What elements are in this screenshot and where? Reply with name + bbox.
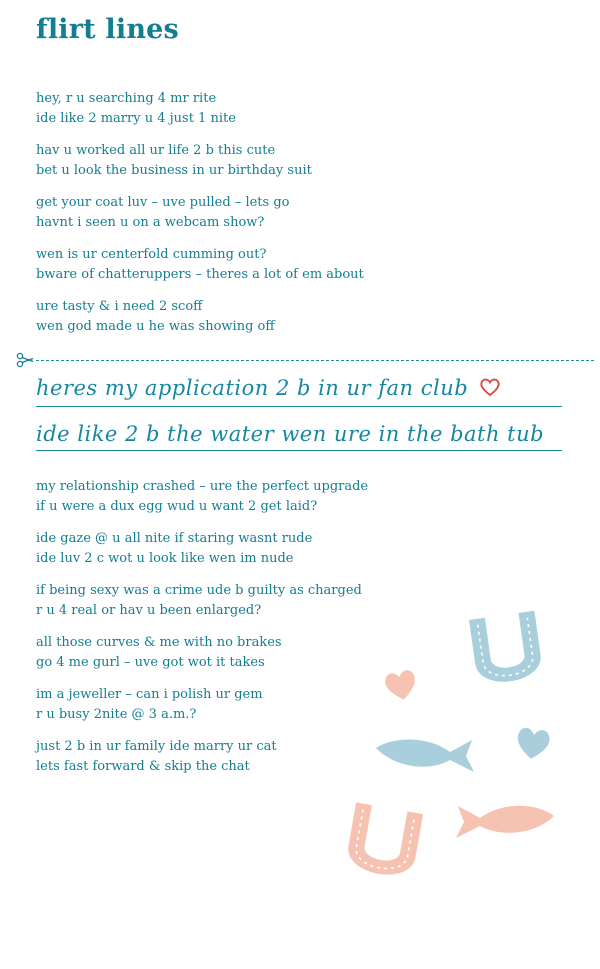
flirt-line-pair [36, 297, 275, 337]
flirt-line: bet u look the business in ur birthday suit [36, 163, 312, 178]
fish-icon [454, 796, 556, 842]
flirt-line: hey, r u searching 4 mr rite [36, 91, 217, 106]
horseshoe-icon [335, 798, 435, 894]
handwritten-line [36, 376, 562, 407]
flirt-line-pair [36, 529, 312, 569]
flirt-line: wen is ur centerfold cumming out? [36, 247, 267, 262]
handwritten-line [36, 422, 562, 451]
flirt-line: get your coat luv – uve pulled – lets go [36, 195, 290, 210]
fish-icon [374, 732, 476, 776]
heart-icon [383, 668, 419, 702]
flirt-line-pair [36, 633, 282, 673]
flirt-line: hav u worked all ur life 2 b this cute [36, 143, 276, 158]
cut-line [16, 352, 594, 368]
flirt-line-pair [36, 737, 277, 777]
flirt-line: ide like 2 marry u 4 just 1 nite [36, 111, 236, 126]
flirt-line: if being sexy was a crime ude b guilty as charged [36, 583, 362, 598]
flirt-line-pair [36, 581, 362, 621]
flirt-line-pair [36, 477, 368, 517]
flirt-line: r u 4 real or hav u been enlarged? [36, 603, 262, 618]
flirt-line: ide gaze @ u all nite if staring wasnt rude [36, 531, 313, 546]
flirt-line: ide luv 2 c wot u look like wen im nude [36, 551, 294, 566]
flirt-line: lets fast forward & skip the chat [36, 759, 250, 774]
flirt-line: if u were a dux egg wud u want 2 get laid? [36, 499, 318, 514]
flirt-line-pair [36, 193, 289, 233]
flirt-line: ure tasty & i need 2 scoff [36, 299, 203, 314]
flirt-line-pair [36, 141, 312, 181]
flirt-line: r u busy 2nite @ 3 a.m.? [36, 707, 197, 722]
dashed-divider [36, 360, 594, 361]
flirt-line: go 4 me gurl – uve got wot it takes [36, 655, 265, 670]
flirt-line: wen god made u he was showing off [36, 319, 275, 334]
handwritten-text: heres my application 2 b in ur fan club [36, 376, 469, 400]
flirt-line: im a jeweller – can i polish ur gem [36, 687, 263, 702]
flirt-line: my relationship crashed – ure the perfect upgrade [36, 479, 369, 494]
page-title: flirt lines [36, 14, 179, 45]
scissors-icon [16, 352, 34, 368]
flirt-line-pair [36, 685, 263, 725]
flirt-line-pair [36, 245, 364, 285]
heart-outline-icon [479, 377, 501, 397]
flirt-line-pair [36, 89, 236, 129]
horseshoe-icon [460, 605, 554, 701]
flirt-line: just 2 b in ur family ide marry ur cat [36, 739, 277, 754]
flirt-line: bware of chatteruppers – theres a lot of em about [36, 267, 364, 282]
flirt-line: all those curves & me with no brakes [36, 635, 282, 650]
handwritten-text: ide like 2 b the water wen ure in the bath tub [36, 422, 545, 446]
heart-icon [514, 725, 552, 761]
flirt-line: havnt i seen u on a webcam show? [36, 215, 265, 230]
